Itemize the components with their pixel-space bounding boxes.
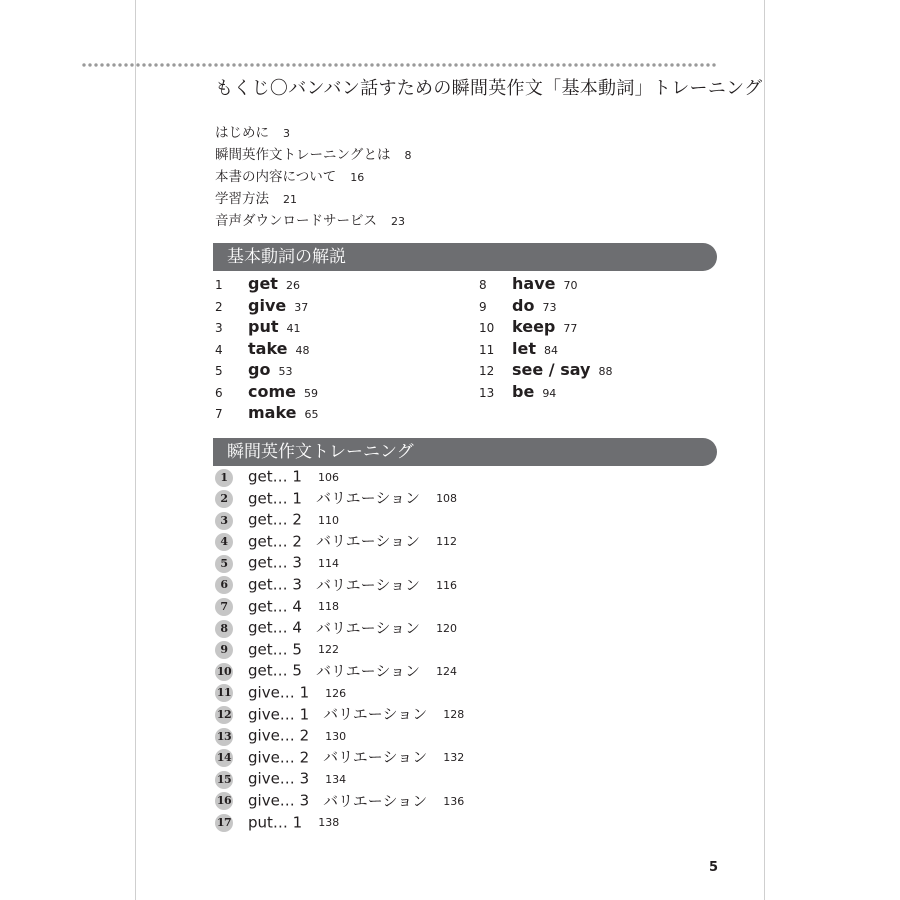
section-header-basic-verbs: 基本動詞の解説 (213, 243, 717, 271)
training-page: 122 (317, 643, 339, 657)
training-label: get… 4 (248, 618, 302, 637)
circled-number-icon: 5 (215, 555, 233, 573)
training-entry[interactable] (215, 488, 464, 510)
verb-page: 84 (543, 343, 558, 357)
circled-number-icon: 9 (215, 641, 233, 659)
training-variation: バリエーション (323, 791, 428, 810)
training-list (215, 466, 464, 833)
training-entry[interactable] (215, 596, 464, 618)
circled-number-icon: 2 (215, 490, 233, 508)
training-label: get… 3 (248, 554, 302, 573)
training-label: get… 1 (248, 489, 302, 508)
verb-number: 1 (215, 278, 223, 292)
training-variation: バリエーション (315, 618, 421, 637)
verb-number: 3 (215, 321, 223, 335)
verb-word: give (248, 295, 287, 315)
verb-word: do (512, 295, 535, 315)
training-page: 134 (325, 773, 347, 787)
intro-item-page: 21 (283, 193, 297, 206)
training-variation: バリエーション (315, 662, 421, 681)
training-label: get… 1 (248, 467, 302, 486)
training-label: give… 3 (248, 791, 310, 810)
training-page: 108 (436, 492, 458, 506)
training-page: 120 (436, 621, 458, 635)
circled-number-icon: 17 (215, 814, 233, 832)
training-label: get… 4 (248, 597, 302, 616)
training-label: give… 1 (248, 683, 310, 702)
verb-word: keep (512, 317, 556, 336)
circled-number-icon: 4 (215, 533, 233, 551)
circled-number-icon: 12 (215, 706, 233, 724)
verb-number: 9 (479, 299, 487, 314)
training-page: 132 (443, 751, 465, 765)
verb-number: 10 (479, 321, 495, 335)
training-label: get… 5 (248, 662, 302, 681)
verb-entry[interactable] (479, 295, 612, 317)
circled-number-icon: 16 (215, 792, 233, 810)
verb-word: let (512, 338, 536, 358)
training-entry[interactable] (215, 660, 464, 682)
training-label: give… 1 (248, 705, 310, 724)
intro-item[interactable] (215, 188, 412, 210)
verb-word: make (248, 403, 297, 422)
training-label: get… 2 (248, 532, 302, 551)
training-page: 130 (325, 729, 347, 743)
intro-item-label: 本書の内容について (215, 169, 337, 185)
verb-list-left (215, 273, 319, 424)
circled-number-icon: 3 (215, 512, 233, 530)
training-page: 138 (318, 816, 340, 830)
verb-word: be (512, 381, 535, 401)
training-variation: バリエーション (315, 489, 421, 508)
verb-entry[interactable] (479, 273, 612, 295)
training-entry[interactable] (215, 639, 464, 661)
circled-number-icon: 7 (215, 598, 233, 616)
training-page: 136 (443, 794, 465, 808)
circled-number-icon: 10 (215, 663, 233, 681)
verb-word: take (248, 338, 288, 358)
training-label: get… 3 (248, 575, 302, 594)
verb-list-right (479, 273, 612, 402)
verb-page: 53 (278, 365, 293, 378)
verb-entry[interactable] (215, 381, 319, 403)
training-page: 110 (317, 513, 339, 527)
training-entry[interactable] (215, 552, 464, 574)
circled-number-icon: 8 (215, 620, 233, 638)
verb-number: 12 (479, 364, 495, 378)
training-label: get… 2 (248, 510, 302, 529)
verb-page: 37 (294, 300, 309, 314)
verb-word: get (248, 274, 278, 293)
intro-item-page: 3 (283, 127, 290, 140)
training-entry[interactable] (215, 704, 464, 726)
verb-number: 8 (479, 278, 487, 292)
verb-word: come (248, 381, 296, 401)
verb-entry[interactable] (479, 359, 612, 381)
training-page: 112 (436, 535, 458, 549)
intro-item-label: 学習方法 (215, 191, 269, 207)
dotted-rule (81, 62, 717, 68)
training-entry[interactable] (215, 747, 464, 769)
intro-list (215, 122, 412, 232)
verb-page: 94 (542, 386, 557, 400)
verb-page: 65 (304, 408, 319, 421)
verb-number: 6 (215, 385, 223, 400)
verb-page: 26 (285, 279, 300, 292)
training-page: 126 (325, 686, 347, 700)
training-entry[interactable] (215, 617, 464, 639)
circled-number-icon: 6 (215, 576, 233, 594)
training-page: 118 (317, 600, 339, 614)
training-page: 114 (317, 557, 339, 571)
verb-entry[interactable] (215, 338, 319, 360)
verb-page: 77 (563, 322, 578, 335)
intro-item-label: 音声ダウンロードサービス (215, 213, 377, 229)
verb-page: 73 (542, 300, 557, 314)
verb-word: have (512, 274, 556, 293)
intro-item[interactable] (215, 122, 412, 144)
verb-entry[interactable] (479, 316, 612, 338)
verb-number: 5 (215, 364, 223, 378)
training-entry[interactable] (215, 509, 464, 531)
training-variation: バリエーション (315, 575, 421, 594)
circled-number-icon: 15 (215, 771, 233, 789)
training-entry[interactable] (215, 790, 464, 812)
verb-entry[interactable] (215, 359, 319, 381)
verb-page: 41 (286, 322, 301, 335)
verb-number: 13 (479, 385, 495, 400)
verb-entry[interactable] (479, 338, 612, 360)
verb-number: 7 (215, 407, 223, 421)
verb-page: 70 (563, 279, 578, 292)
verb-entry[interactable] (215, 402, 319, 424)
intro-item-page: 23 (391, 215, 405, 228)
verb-entry[interactable] (215, 316, 319, 338)
training-entry[interactable] (215, 466, 464, 488)
verb-word: see / say (512, 360, 591, 379)
intro-item[interactable] (215, 166, 412, 188)
intro-item[interactable] (215, 210, 412, 232)
intro-item-page: 8 (404, 149, 412, 162)
verb-word: put (248, 317, 279, 336)
verb-number: 4 (215, 342, 223, 357)
training-label: put… 1 (248, 813, 303, 832)
verb-page: 48 (295, 343, 310, 357)
section-header-training: 瞬間英作文トレーニング (213, 438, 717, 466)
training-label: give… 2 (248, 748, 310, 767)
training-page: 124 (436, 665, 458, 679)
page-number: 5 (709, 860, 719, 875)
training-variation: バリエーション (323, 705, 428, 724)
verb-entry[interactable] (215, 295, 319, 317)
verb-number: 11 (479, 342, 495, 357)
training-entry[interactable] (215, 682, 464, 704)
training-variation: バリエーション (323, 748, 428, 767)
verb-page: 59 (304, 386, 318, 400)
intro-item[interactable] (215, 144, 412, 166)
verb-entry[interactable] (215, 273, 319, 295)
training-entry[interactable] (215, 531, 464, 553)
verb-number: 2 (215, 299, 223, 314)
training-label: get… 5 (248, 640, 302, 659)
verb-entry[interactable] (479, 381, 612, 403)
intro-item-page: 16 (350, 171, 365, 184)
training-entry[interactable] (215, 725, 464, 747)
circled-number-icon: 11 (215, 684, 233, 702)
training-entry[interactable] (215, 574, 464, 596)
training-label: give… 3 (248, 770, 310, 789)
training-label: give… 2 (248, 726, 310, 745)
verb-page: 88 (598, 365, 613, 378)
training-page: 106 (317, 470, 339, 484)
training-entry[interactable] (215, 768, 464, 790)
training-page: 116 (436, 578, 458, 592)
circled-number-icon: 14 (215, 749, 233, 767)
training-entry[interactable] (215, 812, 464, 834)
verb-word: go (248, 360, 271, 379)
circled-number-icon: 13 (215, 728, 233, 746)
intro-item-label: はじめに (215, 125, 269, 141)
page-title: もくじ〇バンバン話すための瞬間英作文「基本動詞」トレーニング (215, 78, 763, 99)
circled-number-icon: 1 (215, 469, 233, 487)
training-page: 128 (443, 708, 465, 722)
intro-item-label: 瞬間英作文トレーニングとは (215, 147, 391, 163)
training-variation: バリエーション (315, 532, 421, 551)
